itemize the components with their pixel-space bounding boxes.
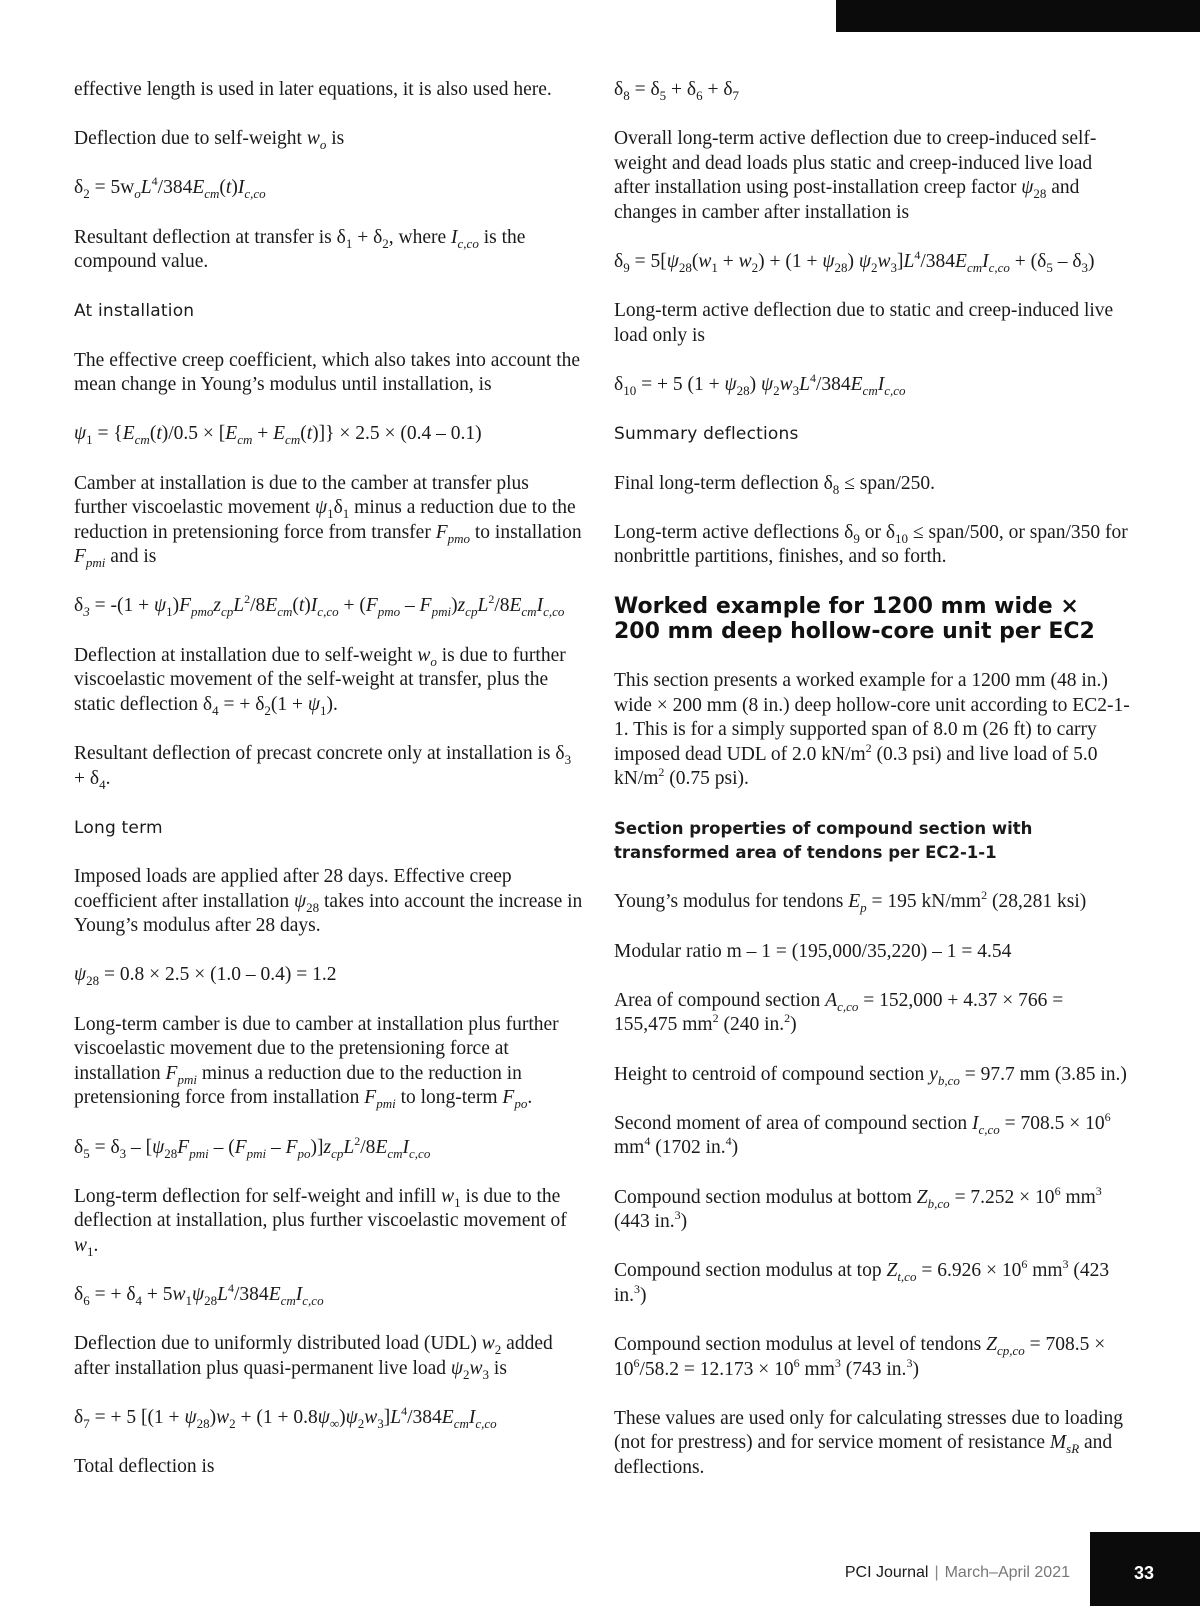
worked-example-heading: Worked example for 1200 mm wide × 200 mm deep hollow-core unit per EC2 <box>614 594 1095 645</box>
paragraph: These values are used only for calculating stresses due to loading (not for prestress) and for service moment of resistance $M_{sR}$ and deflections. <box>614 1407 1124 1479</box>
paragraph: Long-term active deflection due to static and creep-induced live load only is <box>614 300 1114 346</box>
paragraph: Long-term deflection for self-weight and infill $w_1$ is due to the deflection at installation, plus further viscoelastic movement of $w_1$. <box>74 1185 567 1259</box>
paragraph: Deflection due to uniformly distributed load (UDL) $w_2$ added after installation plus quasi-permanent live load $\psi_2w_3$ is <box>74 1333 553 1382</box>
equation-delta10: $\delta_{10}$ = + 5 $(1 + \psi_{28})$ $\psi_2w_3L^4/384E_{cm}I_{c,co}$ <box>614 371 906 399</box>
paragraph: effective length is used in later equations, it is also used here. <box>74 79 552 100</box>
paragraph: Imposed loads are applied after 28 days. Effective creep coefficient after installation $\psi_{28}$ takes into account the increase in Young’s modulus after 28 days. <box>74 866 583 937</box>
equation-delta6: $\delta_6$ = + $\delta_4 + 5w_1\psi_{28}L^4/384E_{cm}I_{c,co}$ <box>74 1281 324 1309</box>
section-heading: Summary deflections <box>614 424 799 445</box>
journal-name: PCI Journal <box>844 1564 929 1581</box>
issue-date: March–April 2021 <box>944 1564 1070 1581</box>
paragraph: Deflection due to self-weight $w_o$ is <box>74 128 345 153</box>
paragraph: Area of compound section $A_{c,co} = 152,000 + 4.37 \times 766 = 155,475$ $mm^2$ (240 in.$^2$) <box>614 989 1064 1036</box>
section-heading: Long term <box>74 817 163 838</box>
equation-delta9: $\delta_9 = 5[\psi_{28}(w_1 + w_2) + (1 + \psi_{28}) \psi_2w_3]L^4/384E_{cm}I_{c,co} + (\delta_5 - \delta_3)$ <box>614 248 1095 276</box>
equation-psi1: $\psi_1 = \{E_{cm}(t)/0.5 \times [E_{cm} + E_{cm}(t)]\} \times 2.5 \times (0.4 - 0.1)$ <box>74 423 482 448</box>
footer-text <box>845 1564 1070 1582</box>
subsection-heading: Section properties of compound section with transformed area of tendons per EC2-1-1 <box>614 818 1033 863</box>
paragraph: Camber at installation is due to the camber at transfer plus further viscoelastic movement $\psi_1\delta_1$ minus a reduction due to the reduction in pretensioning force from transfer $F_{pmo}$ to installation $F_{pmi}$ and is <box>74 472 582 571</box>
paragraph: Overall long-term active deflection due to creep-induced self-weight and dead loads plus static and creep-induced live load after installation using post-installation creep factor $\psi_{28}$ and changes in camber after installation is <box>614 128 1097 223</box>
page-footer <box>0 1532 1200 1606</box>
paragraph: Compound section modulus at bottom $Z_{b,co} = 7.252 \times 10^6$ $mm^3$ (443 in.$^3$) <box>614 1183 1102 1233</box>
paragraph: Compound section modulus at top $Z_{t,co} = 6.926 \times 10^6$ $mm^3$ (423 in.$^3$) <box>614 1257 1110 1306</box>
paragraph: Long-term camber is due to camber at installation plus further viscoelastic movement due to the pretensioning force at installation $F_{pmi}$ minus a reduction due to the reduction in pretensioning force from installation $F_{pmi}$ to long-term $F_{po}$. <box>74 1013 559 1112</box>
equation-delta7: $\delta_7$ = + 5 $[(1 + \psi_{28})w_2 + (1 + 0.8\psi_\infty)\psi_2w_3]L^4/384E_{cm}I_{c,co}$ <box>74 1404 497 1432</box>
section-heading: At installation <box>74 301 195 322</box>
equation-delta8: $\delta_8 = \delta_5 + \delta_6 + \delta_7$ <box>614 79 740 103</box>
equation-delta5: $\delta_5 = \delta_3 - [\psi_{28}F_{pmi} - (F_{pmi} - F_{po})]z_{cp}L^2/8E_{cm}I_{c,co}$ <box>74 1133 431 1161</box>
paragraph: Height to centroid of compound section $y_{b,co} = 97.7$ mm (3.85 in.) <box>614 1063 1127 1088</box>
left-column <box>74 78 584 1504</box>
paragraph: The effective creep coefficient, which also takes into account the mean change in Young’s modulus until installation, is <box>74 349 581 396</box>
paragraph: Deflection at installation due to self-weight $w_o$ is due to further viscoelastic movement of the self-weight at transfer, plus the static deflection $\delta_4$ = + $\delta_2(1 + \psi_1)$. <box>74 644 566 718</box>
equation-psi28: $\psi_{28} = 0.8 \times 2.5 \times (1.0 - 0.4) = 1.2$ <box>74 964 337 989</box>
paragraph: Resultant deflection at transfer is $\delta_1 + \delta_2$, where $I_{c,co}$ is the compound value. <box>74 226 526 273</box>
paragraph: Long-term active deflections $\delta_9$ or $\delta_{10}$ ≤ span/500, or span/350 for nonbrittle partitions, finishes, and so forth. <box>614 521 1128 568</box>
page-number: 33 <box>1134 1563 1155 1583</box>
paragraph: Final long-term deflection $\delta_8$ ≤ span/250. <box>614 472 936 497</box>
paragraph: Compound section modulus at level of tendons $Z_{cp,co} = 708.5 \times 10^6/58.2 = 12.173 \times 10^6$ $mm^3$ (743 in.$^3$) <box>614 1334 1106 1380</box>
paragraph: Young’s modulus for tendons $E_p = 195$ $kN/mm^2$ (28,281 ksi) <box>614 888 1087 916</box>
paragraph: Second moment of area of compound section $I_{c,co} = 708.5 \times 10^6$ $mm^4$ (1702 in.$^4$) <box>614 1109 1111 1159</box>
right-column <box>614 78 1130 1505</box>
header-bar <box>836 0 1200 32</box>
equation-delta3: $\delta_3 = -(1 + \psi_1)F_{pmo}z_{cp}L^2/8E_{cm}(t)I_{c,co} + (F_{pmo} - F_{pmi})z_{cp}L^2/8E_{cm}I_{c,co}$ <box>74 592 565 620</box>
paragraph: This section presents a worked example for a 1200 mm (48 in.) wide × 200 mm (8 in.) deep hollow-core unit according to EC2-1-1. This is for a simply supported span of 8.0 m (26 ft) to carry imposed dead UDL of 2.0 $kN/m^2$ (0.3 psi) and live load of 5.0 $kN/m^2$ (0.75 psi). <box>614 670 1130 790</box>
footer-separator: | <box>934 1564 939 1581</box>
page-number-box <box>1090 1532 1200 1606</box>
paragraph: Resultant deflection of precast concrete only at installation is $\delta_3 + \delta_4$. <box>74 743 572 792</box>
equation-delta2: $\delta_2 = 5w_oL^4/384E_{cm}(t)I_{c,co}$ <box>74 174 266 202</box>
paragraph: Total deflection is <box>74 1456 215 1478</box>
paragraph: Modular ratio m – 1 = (195,000/35,220) – 1 = 4.54 <box>614 940 1012 962</box>
